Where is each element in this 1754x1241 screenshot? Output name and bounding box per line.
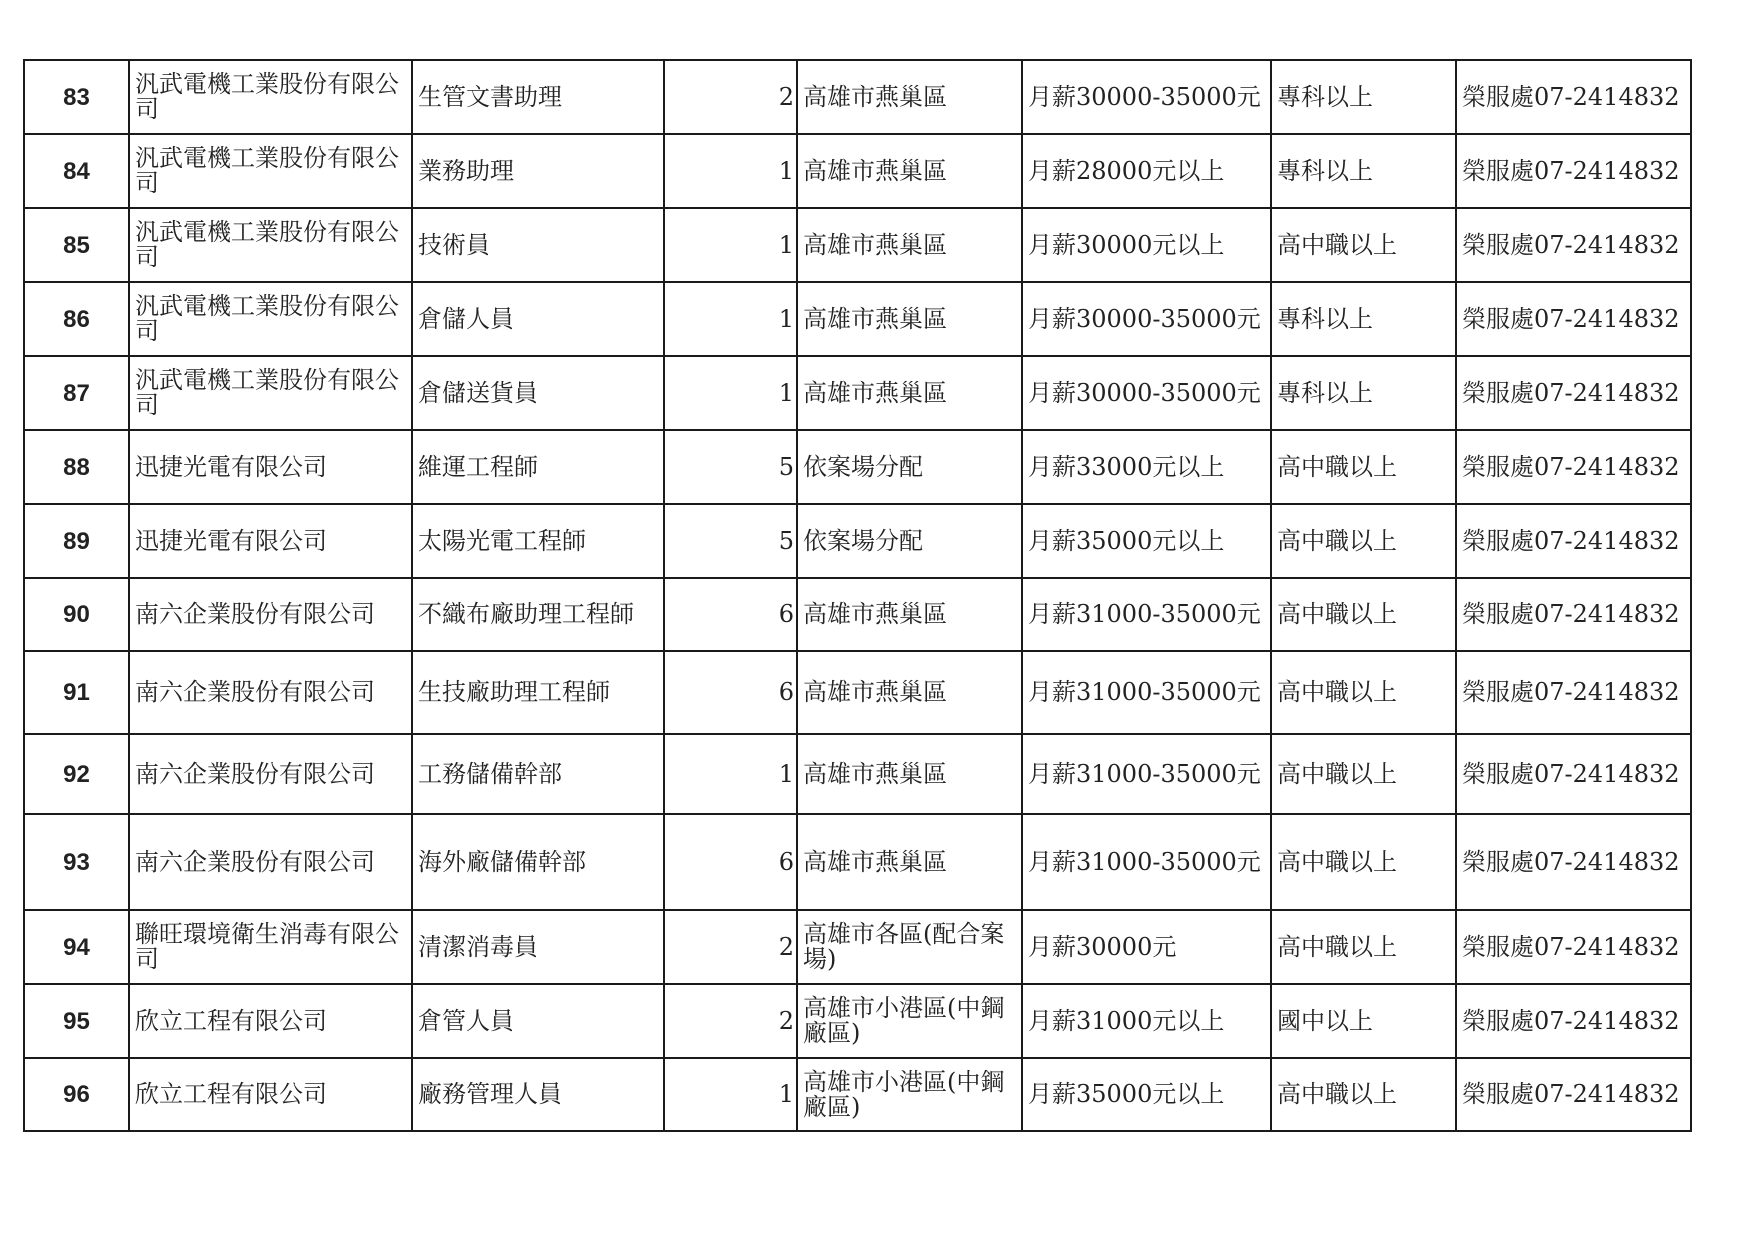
contact-info: 榮服處07-2414832 [1456,578,1691,651]
salary: 月薪30000元以上 [1022,208,1271,282]
opening-count: 1 [664,1058,797,1131]
row-number: 84 [24,134,129,208]
job-rows [24,60,1691,1131]
work-location: 高雄市小港區(中鋼廠區) [797,984,1022,1058]
position-title: 太陽光電工程師 [412,504,664,578]
opening-count: 6 [664,651,797,734]
company-name: 汎武電機工業股份有限公司 [129,356,412,430]
work-location: 高雄市燕巢區 [797,208,1022,282]
company-name: 欣立工程有限公司 [129,984,412,1058]
contact-info: 榮服處07-2414832 [1456,60,1691,134]
row-number: 93 [24,814,129,910]
contact-info: 榮服處07-2414832 [1456,504,1691,578]
salary: 月薪30000-35000元 [1022,356,1271,430]
contact-info: 榮服處07-2414832 [1456,1058,1691,1131]
salary: 月薪31000-35000元 [1022,651,1271,734]
position-title: 倉儲人員 [412,282,664,356]
opening-count: 6 [664,814,797,910]
company-name: 聯旺環境衛生消毒有限公司 [129,910,412,984]
work-location: 依案場分配 [797,504,1022,578]
row-number: 92 [24,734,129,814]
contact-info: 榮服處07-2414832 [1456,356,1691,430]
row-number: 89 [24,504,129,578]
table-row [24,356,1691,430]
table-row [24,910,1691,984]
company-name: 汎武電機工業股份有限公司 [129,282,412,356]
work-location: 高雄市小港區(中鋼廠區) [797,1058,1022,1131]
company-name: 南六企業股份有限公司 [129,814,412,910]
company-name: 迅捷光電有限公司 [129,504,412,578]
education-requirement: 高中職以上 [1271,734,1456,814]
contact-info: 榮服處07-2414832 [1456,282,1691,356]
work-location: 依案場分配 [797,430,1022,504]
contact-info: 榮服處07-2414832 [1456,134,1691,208]
education-requirement: 專科以上 [1271,60,1456,134]
education-requirement: 高中職以上 [1271,910,1456,984]
contact-info: 榮服處07-2414832 [1456,208,1691,282]
work-location: 高雄市燕巢區 [797,734,1022,814]
opening-count: 5 [664,430,797,504]
work-location: 高雄市燕巢區 [797,282,1022,356]
table-row [24,208,1691,282]
contact-info: 榮服處07-2414832 [1456,430,1691,504]
work-location: 高雄市燕巢區 [797,60,1022,134]
position-title: 倉儲送貨員 [412,356,664,430]
table-row [24,814,1691,910]
table-row [24,60,1691,134]
education-requirement: 專科以上 [1271,356,1456,430]
position-title: 廠務管理人員 [412,1058,664,1131]
company-name: 汎武電機工業股份有限公司 [129,60,412,134]
work-location: 高雄市燕巢區 [797,134,1022,208]
table-row [24,282,1691,356]
opening-count: 2 [664,910,797,984]
work-location: 高雄市燕巢區 [797,356,1022,430]
position-title: 維運工程師 [412,430,664,504]
row-number: 91 [24,651,129,734]
contact-info: 榮服處07-2414832 [1456,734,1691,814]
row-number: 85 [24,208,129,282]
table-row [24,984,1691,1058]
position-title: 海外廠儲備幹部 [412,814,664,910]
company-name: 南六企業股份有限公司 [129,651,412,734]
company-name: 欣立工程有限公司 [129,1058,412,1131]
opening-count: 6 [664,578,797,651]
company-name: 南六企業股份有限公司 [129,734,412,814]
row-number: 83 [24,60,129,134]
company-name: 汎武電機工業股份有限公司 [129,208,412,282]
contact-info: 榮服處07-2414832 [1456,910,1691,984]
table-row [24,504,1691,578]
salary: 月薪35000元以上 [1022,1058,1271,1131]
education-requirement: 國中以上 [1271,984,1456,1058]
position-title: 不織布廠助理工程師 [412,578,664,651]
opening-count: 1 [664,356,797,430]
opening-count: 1 [664,282,797,356]
salary: 月薪33000元以上 [1022,430,1271,504]
opening-count: 1 [664,208,797,282]
position-title: 技術員 [412,208,664,282]
opening-count: 5 [664,504,797,578]
education-requirement: 高中職以上 [1271,1058,1456,1131]
salary: 月薪31000元以上 [1022,984,1271,1058]
position-title: 生管文書助理 [412,60,664,134]
position-title: 倉管人員 [412,984,664,1058]
salary: 月薪30000元 [1022,910,1271,984]
company-name: 南六企業股份有限公司 [129,578,412,651]
education-requirement: 高中職以上 [1271,651,1456,734]
work-location: 高雄市各區(配合案場) [797,910,1022,984]
salary: 月薪30000-35000元 [1022,60,1271,134]
salary: 月薪31000-35000元 [1022,578,1271,651]
row-number: 96 [24,1058,129,1131]
education-requirement: 高中職以上 [1271,814,1456,910]
table-row [24,430,1691,504]
table-row [24,134,1691,208]
company-name: 迅捷光電有限公司 [129,430,412,504]
row-number: 90 [24,578,129,651]
position-title: 業務助理 [412,134,664,208]
contact-info: 榮服處07-2414832 [1456,984,1691,1058]
position-title: 清潔消毒員 [412,910,664,984]
work-location: 高雄市燕巢區 [797,814,1022,910]
table-row [24,651,1691,734]
row-number: 95 [24,984,129,1058]
salary: 月薪31000-35000元 [1022,734,1271,814]
contact-info: 榮服處07-2414832 [1456,651,1691,734]
education-requirement: 高中職以上 [1271,504,1456,578]
position-title: 生技廠助理工程師 [412,651,664,734]
work-location: 高雄市燕巢區 [797,578,1022,651]
education-requirement: 高中職以上 [1271,208,1456,282]
row-number: 86 [24,282,129,356]
salary: 月薪30000-35000元 [1022,282,1271,356]
opening-count: 2 [664,60,797,134]
education-requirement: 專科以上 [1271,282,1456,356]
row-number: 94 [24,910,129,984]
opening-count: 1 [664,134,797,208]
job-listing-table [23,59,1692,1132]
salary: 月薪28000元以上 [1022,134,1271,208]
row-number: 88 [24,430,129,504]
education-requirement: 專科以上 [1271,134,1456,208]
table-row [24,578,1691,651]
opening-count: 1 [664,734,797,814]
table-row [24,1058,1691,1131]
education-requirement: 高中職以上 [1271,430,1456,504]
salary: 月薪35000元以上 [1022,504,1271,578]
table-row [24,734,1691,814]
work-location: 高雄市燕巢區 [797,651,1022,734]
contact-info: 榮服處07-2414832 [1456,814,1691,910]
company-name: 汎武電機工業股份有限公司 [129,134,412,208]
position-title: 工務儲備幹部 [412,734,664,814]
salary: 月薪31000-35000元 [1022,814,1271,910]
opening-count: 2 [664,984,797,1058]
row-number: 87 [24,356,129,430]
education-requirement: 高中職以上 [1271,578,1456,651]
